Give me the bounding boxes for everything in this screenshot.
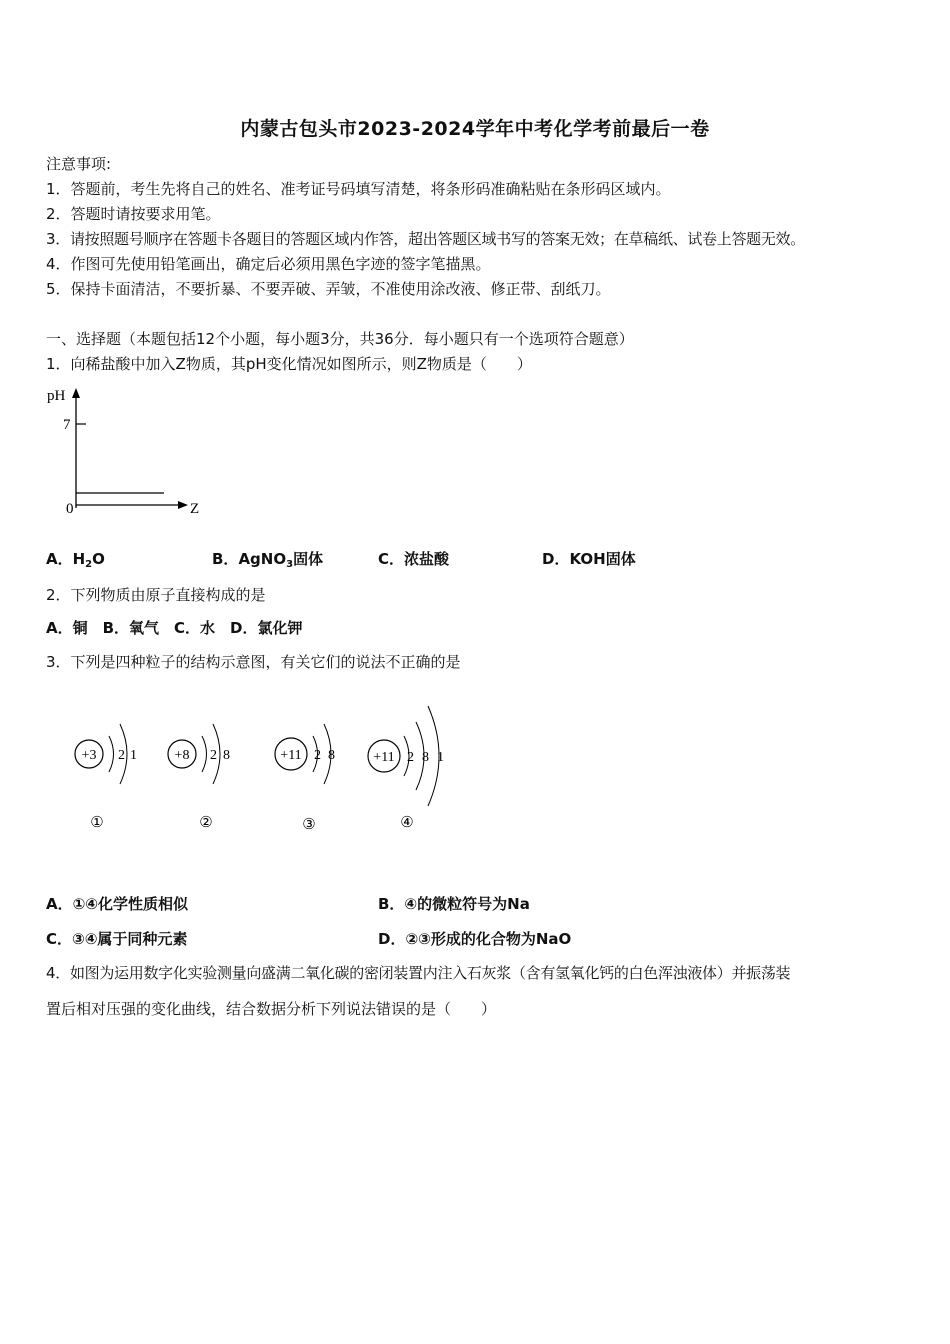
shell-electrons: 8 <box>223 748 230 763</box>
particle-3 <box>275 724 335 833</box>
particle-2 <box>168 724 230 831</box>
notice-item-4: 4．作图可先使用铅笔画出，确定后必须用黑色字迹的签字笔描黑。 <box>46 255 491 273</box>
q3-option-b[interactable]: B．④的微粒符号为Na <box>378 895 530 913</box>
y-axis-arrow-icon <box>72 388 80 398</box>
shell-electrons: 2 <box>407 750 414 765</box>
particle-diagrams <box>60 700 480 840</box>
question-4-stem-line-1: 4．如图为运用数字化实验测量向盛满二氧化碳的密闭装置内注入石灰浆（含有氢氧化钙的白色浑浊液体）并振荡装 <box>46 964 791 982</box>
particle-label: ④ <box>400 813 414 831</box>
q3-option-d[interactable]: D．②③形成的化合物为NaO <box>378 930 572 948</box>
notice-item-2: 2．答题时请按要求用笔。 <box>46 205 221 223</box>
shell-electrons: 1 <box>437 750 444 765</box>
q3-option-a[interactable]: A．①④化学性质相似 <box>46 895 189 913</box>
y-axis-label: pH <box>47 388 66 404</box>
shell-arc <box>202 736 207 772</box>
nucleus-charge: +8 <box>174 748 190 763</box>
q1-option-a[interactable]: A．$H_2O$ <box>46 550 105 570</box>
particle-label: ② <box>199 813 213 831</box>
nucleus-charge: +11 <box>280 748 302 763</box>
ph-graph <box>40 380 220 525</box>
x-axis-label: Z <box>190 501 200 517</box>
x-axis-arrow-icon <box>178 501 188 509</box>
shell-electrons: 2 <box>314 748 321 763</box>
question-1-stem: 1．向稀盐酸中加入Z物质，其pH变化情况如图所示，则Z物质是（ ） <box>46 355 532 373</box>
notice-item-5: 5．保持卡面清洁，不要折暴、不要弄破、弄皱，不准使用涂改液、修正带、刮纸刀。 <box>46 280 611 298</box>
q1-option-d[interactable]: D．KOH固体 <box>542 550 636 568</box>
shell-arc <box>109 736 114 772</box>
particle-1 <box>75 724 137 831</box>
y-tick-label-7: 7 <box>63 417 71 433</box>
shell-electrons: 1 <box>130 748 137 763</box>
shell-electrons: 2 <box>210 748 217 763</box>
nucleus-charge: +11 <box>373 750 395 765</box>
particle-label: ① <box>90 813 104 831</box>
question-4-stem-line-2: 置后相对压强的变化曲线，结合数据分析下列说法错误的是（ ） <box>46 1000 497 1018</box>
q3-option-c[interactable]: C．③④属于同种元素 <box>46 930 188 948</box>
shell-electrons: 2 <box>118 748 125 763</box>
section-heading: 一、选择题（本题包括12个小题，每小题3分，共36分．每小题只有一个选项符合题意） <box>46 330 634 348</box>
q1-option-b[interactable]: B．AgNO$_3$固体 <box>212 550 324 570</box>
q2-options[interactable]: A．铜 B．氧气 C．水 D．氯化钾 <box>46 619 303 637</box>
nucleus-charge: +3 <box>81 748 97 763</box>
q1-option-c[interactable]: C．浓盐酸 <box>378 550 450 568</box>
page-title: 内蒙古包头市2023-2024学年中考化学考前最后一卷 <box>240 118 710 140</box>
notice-item-1: 1．答题前，考生先将自己的姓名、准考证号码填写清楚，将条形码准确粘贴在条形码区域内。 <box>46 180 671 198</box>
question-3-stem: 3．下列是四种粒子的结构示意图，有关它们的说法不正确的是 <box>46 653 461 671</box>
shell-electrons: 8 <box>422 750 429 765</box>
shell-electrons: 8 <box>328 748 335 763</box>
notice-item-3: 3．请按照题号顺序在答题卡各题目的答题区域内作答，超出答题区域书写的答案无效；在草稿纸、试卷上答题无效。 <box>46 230 805 248</box>
particle-4 <box>368 706 444 831</box>
particle-label: ③ <box>302 815 316 833</box>
origin-label: 0 <box>66 501 74 517</box>
notice-heading: 注意事项: <box>46 155 112 173</box>
question-2-stem: 2．下列物质由原子直接构成的是 <box>46 586 266 604</box>
